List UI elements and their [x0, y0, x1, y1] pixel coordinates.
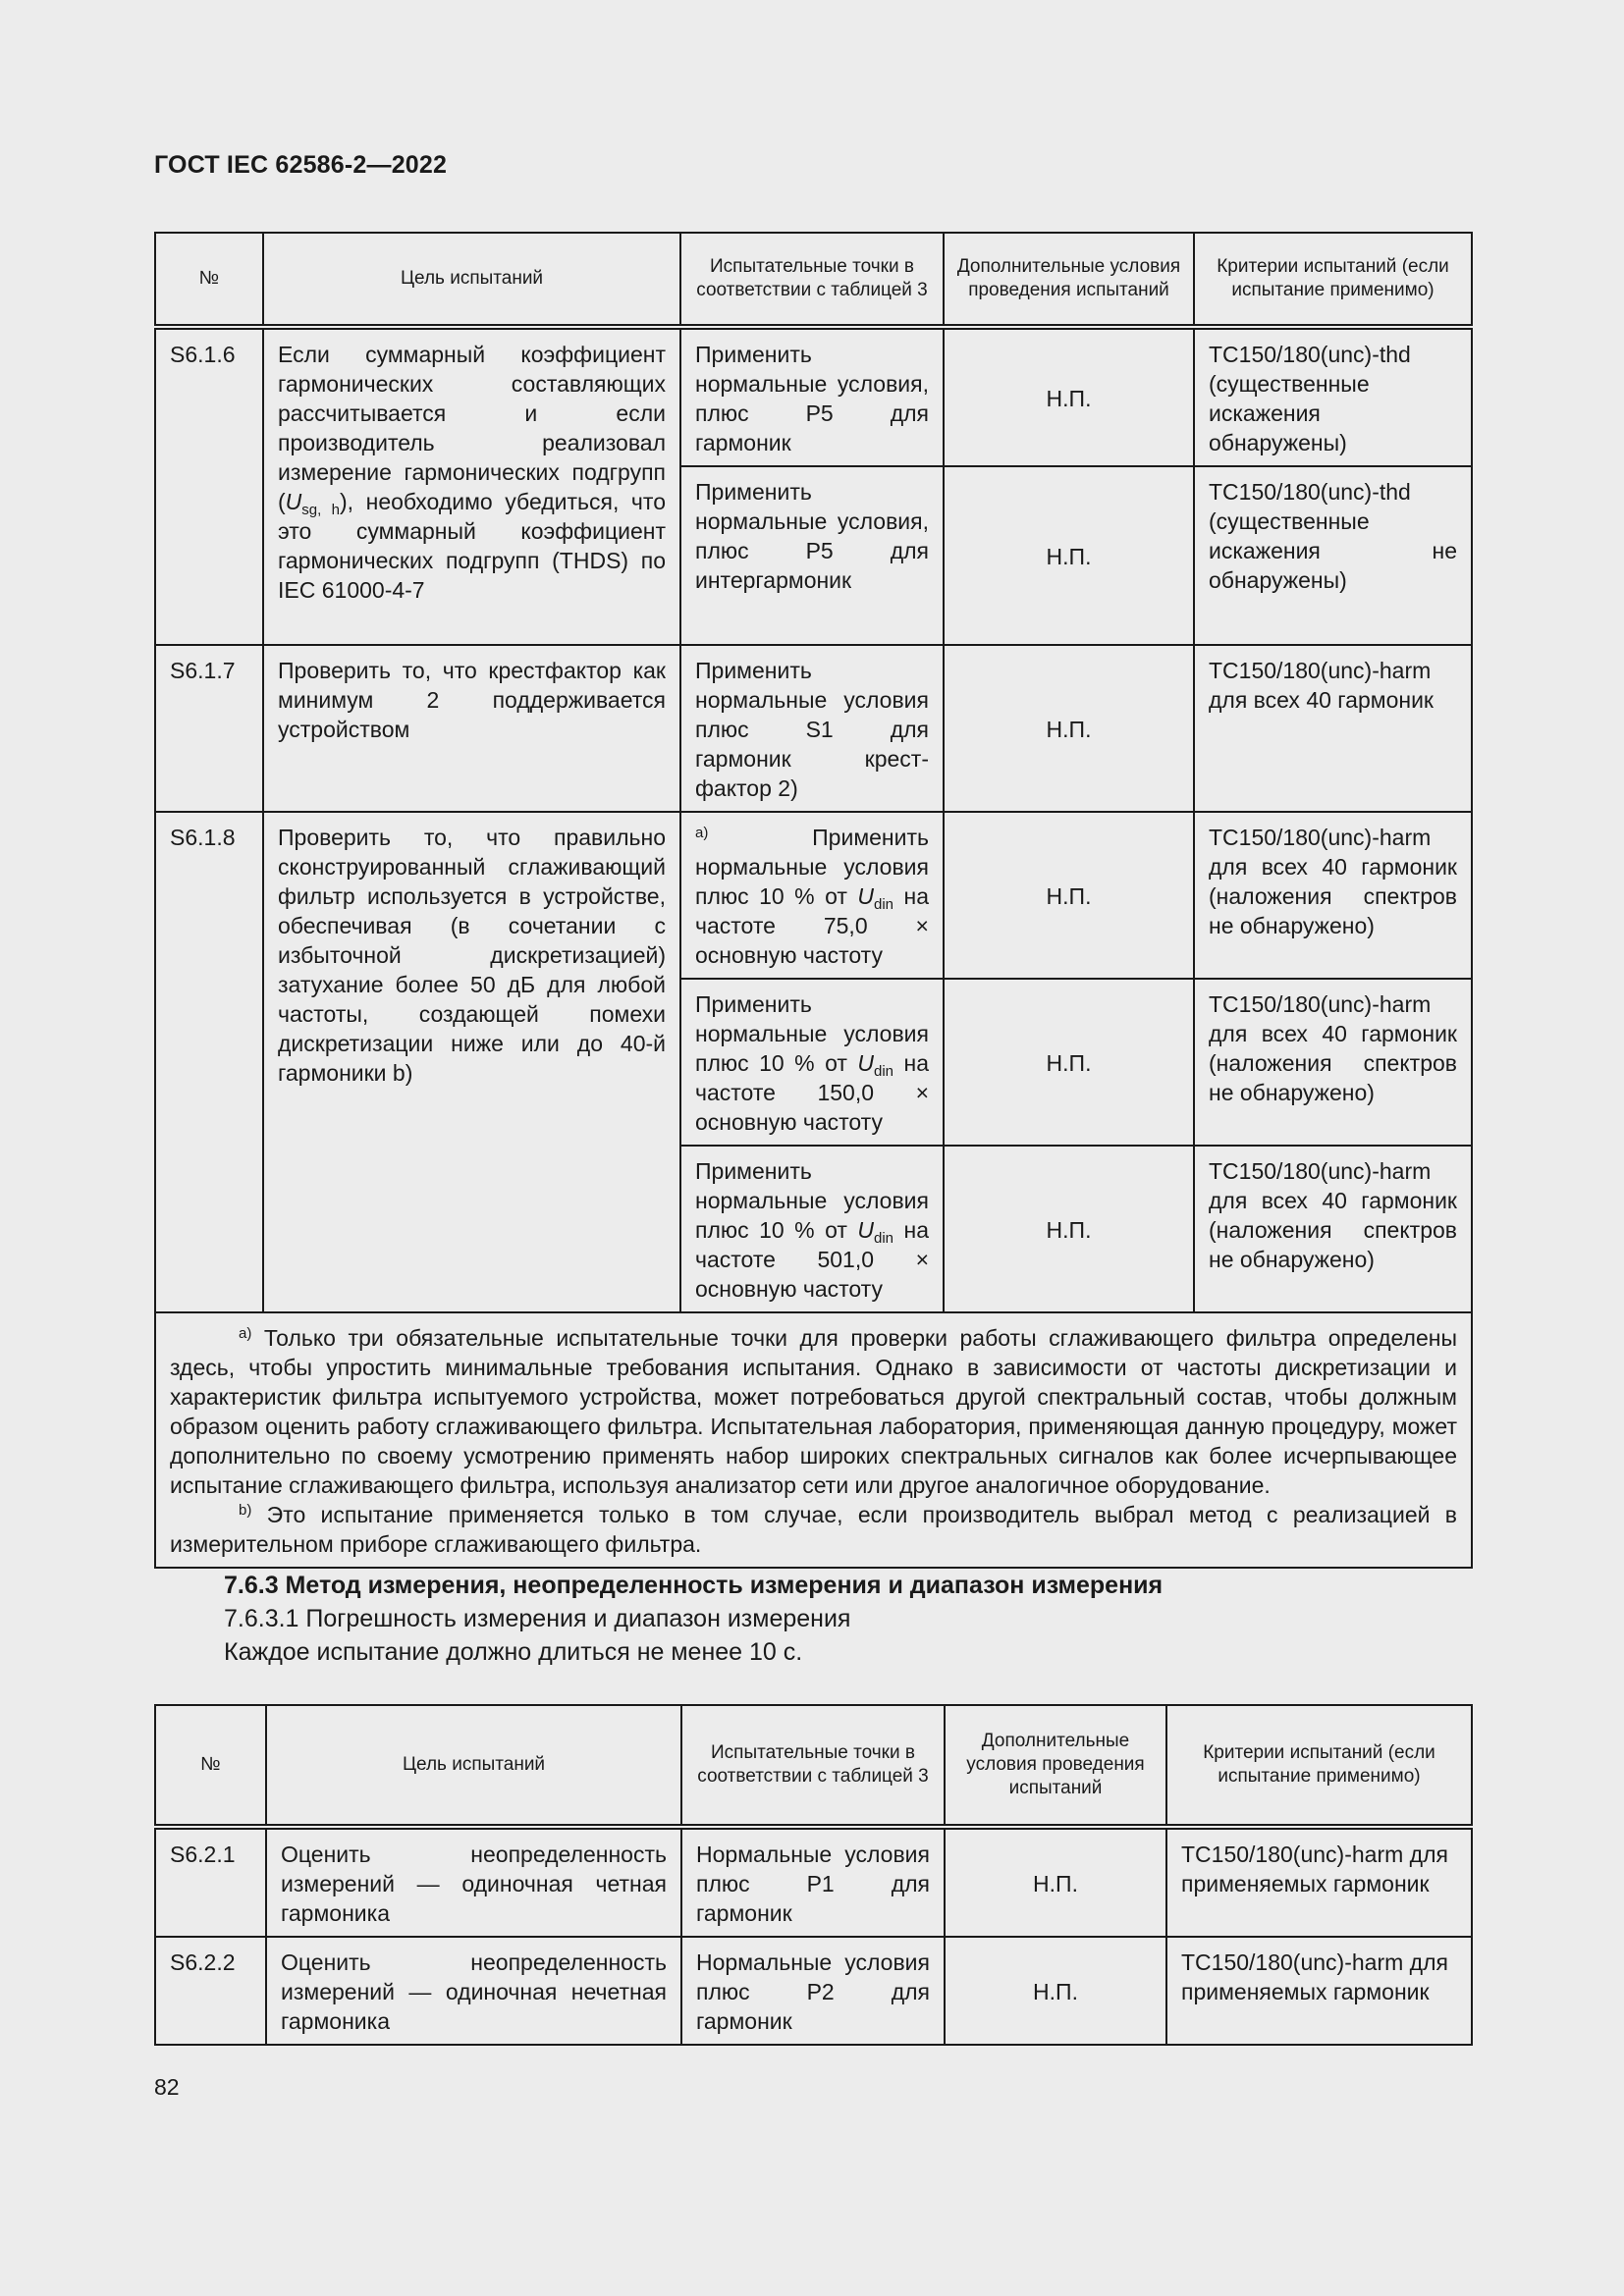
row-id: S6.2.1: [155, 1827, 266, 1937]
row-criteria: TC150/180(unc)-thd (существенные искажения не обнаружены): [1194, 466, 1472, 645]
table-header-row: [155, 233, 1472, 327]
section-heading: 7.6.3 Метод измерения, неопределенность измерения и диапазон измерения: [224, 1572, 1164, 1599]
document-header: ГОСТ IEC 62586-2—2022: [154, 151, 448, 179]
row-test-point: Применить нормальные условия плюс S1 для гармоник крест-фактор 2): [680, 645, 944, 812]
col-header-conditions: Дополнительные условия проведения испытаний: [945, 1705, 1166, 1827]
row-criteria: TC150/180(unc)-thd (существенные искажения обнаружены): [1194, 327, 1472, 466]
row-purpose: Оценить неопределенность измерений — одиночная нечетная гармоника: [266, 1937, 681, 2045]
table-header-row: [155, 1705, 1472, 1827]
harmonics-test-table: [154, 232, 1473, 1569]
row-conditions: Н.П.: [945, 1827, 1166, 1937]
row-criteria: TC150/180(unc)-harm для всех 40 гармоник (наложения спектров не обнаружено): [1194, 979, 1472, 1146]
col-header-criteria: Критерии испытаний (если испытание применимо): [1166, 1705, 1472, 1827]
row-criteria: TC150/180(unc)-harm для всех 40 гармоник: [1194, 645, 1472, 812]
row-conditions: Н.П.: [944, 1146, 1194, 1312]
row-id: S6.1.6: [155, 327, 263, 645]
row-conditions: Н.П.: [944, 645, 1194, 812]
col-header-conditions: Дополнительные условия проведения испытаний: [944, 233, 1194, 327]
row-purpose: Если суммарный коэффициент гармонических составляющих рассчитывается и если производитель реализовал измерение гармонических подгрупп $(U_{sg, h})$, необходимо убедиться, что это суммарный коэффициент гармонических подгрупп (THDS) по IEC 61000-4-7: [263, 327, 680, 645]
col-header-purpose: Цель испытаний: [263, 233, 680, 327]
col-header-test-points: Испытательные точки в соответствии с таблицей 3: [680, 233, 944, 327]
table-row: [155, 1827, 1472, 1937]
row-id: S6.2.2: [155, 1937, 266, 2045]
row-test-point: Нормальные условия плюс P2 для гармоник: [681, 1937, 945, 2045]
table-row: [155, 327, 1472, 466]
row-test-point: Нормальные условия плюс P1 для гармоник: [681, 1827, 945, 1937]
col-header-number: №: [155, 1705, 266, 1827]
col-header-test-points: Испытательные точки в соответствии с таблицей 3: [681, 1705, 945, 1827]
row-id: S6.1.7: [155, 645, 263, 812]
row-criteria: TC150/180(unc)-harm для всех 40 гармоник (наложения спектров не обнаружено): [1194, 812, 1472, 979]
page-number: 82: [154, 2074, 180, 2100]
row-purpose: Проверить то, что правильно сконструированный сглаживающий фильтр используется в устройстве, обеспечивая (в сочетании с избыточной дискретизацией) затухание более 50 дБ для любой частоты, создающей помехи дискретизации ниже или до 40-й гармоники b): [263, 812, 680, 1312]
table-row: [155, 812, 1472, 979]
row-test-point: $^{a)}$ Применить нормальные условия плюс 10 % от $U_{din}$ на частоте 75,0 × основную частоту: [680, 812, 944, 979]
row-test-point: Применить нормальные условия плюс 10 % от $U_{din}$ на частоте 501,0 × основную частоту: [680, 1146, 944, 1312]
row-purpose: Оценить неопределенность измерений — одиночная четная гармоника: [266, 1827, 681, 1937]
table-row: [155, 1937, 1472, 2045]
table-notes: [155, 1312, 1472, 1568]
table-notes-row: [155, 1312, 1472, 1568]
row-conditions: Н.П.: [945, 1937, 1166, 2045]
row-conditions: Н.П.: [944, 979, 1194, 1146]
row-test-point: Применить нормальные условия, плюс P5 для гармоник: [680, 327, 944, 466]
footnote-a: $^{a)}$ Только три обязательные испытательные точки для проверки работы сглаживающего фильтра определены здесь, чтобы упростить минимальные требования испытания. Однако в зависимости от частоты дискретизации и характеристик фильтра испытуемого устройства, может потребоваться другой спектральный состав, чтобы должным образом оценить работу сглаживающего фильтра. Испытательная лаборатория, применяющая данную процедуру, может дополнительно по своему усмотрению применять набор широких спектральных сигналов как более исчерпывающее испытание сглаживающего фильтра, используя анализатор сети или другое аналогичное оборудование.: [170, 1325, 1457, 1498]
row-test-point: Применить нормальные условия плюс 10 % от $U_{din}$ на частоте 150,0 × основную частоту: [680, 979, 944, 1146]
subsection-heading: 7.6.3.1 Погрешность измерения и диапазон измерения: [224, 1605, 851, 1632]
section-text: Каждое испытание должно длиться не менее 10 с.: [224, 1638, 803, 1666]
row-purpose: Проверить то, что крестфактор как минимум 2 поддерживается устройством: [263, 645, 680, 812]
row-conditions: Н.П.: [944, 327, 1194, 466]
row-conditions: Н.П.: [944, 812, 1194, 979]
row-criteria: TC150/180(unc)-harm для применяемых гармоник: [1166, 1827, 1472, 1937]
uncertainty-test-table: [154, 1704, 1473, 2046]
col-header-number: №: [155, 233, 263, 327]
row-id: S6.1.8: [155, 812, 263, 1312]
col-header-purpose: Цель испытаний: [266, 1705, 681, 1827]
col-header-criteria: Критерии испытаний (если испытание применимо): [1194, 233, 1472, 327]
row-criteria: TC150/180(unc)-harm для всех 40 гармоник (наложения спектров не обнаружено): [1194, 1146, 1472, 1312]
row-test-point: Применить нормальные условия, плюс P5 для интергармоник: [680, 466, 944, 645]
row-criteria: TC150/180(unc)-harm для применяемых гармоник: [1166, 1937, 1472, 2045]
table-row: [155, 645, 1472, 812]
footnote-b: $^{b)}$ Это испытание применяется только в том случае, если производитель выбрал метод с реализацией в измерительном приборе сглаживающего фильтра.: [170, 1502, 1457, 1557]
row-conditions: Н.П.: [944, 466, 1194, 645]
